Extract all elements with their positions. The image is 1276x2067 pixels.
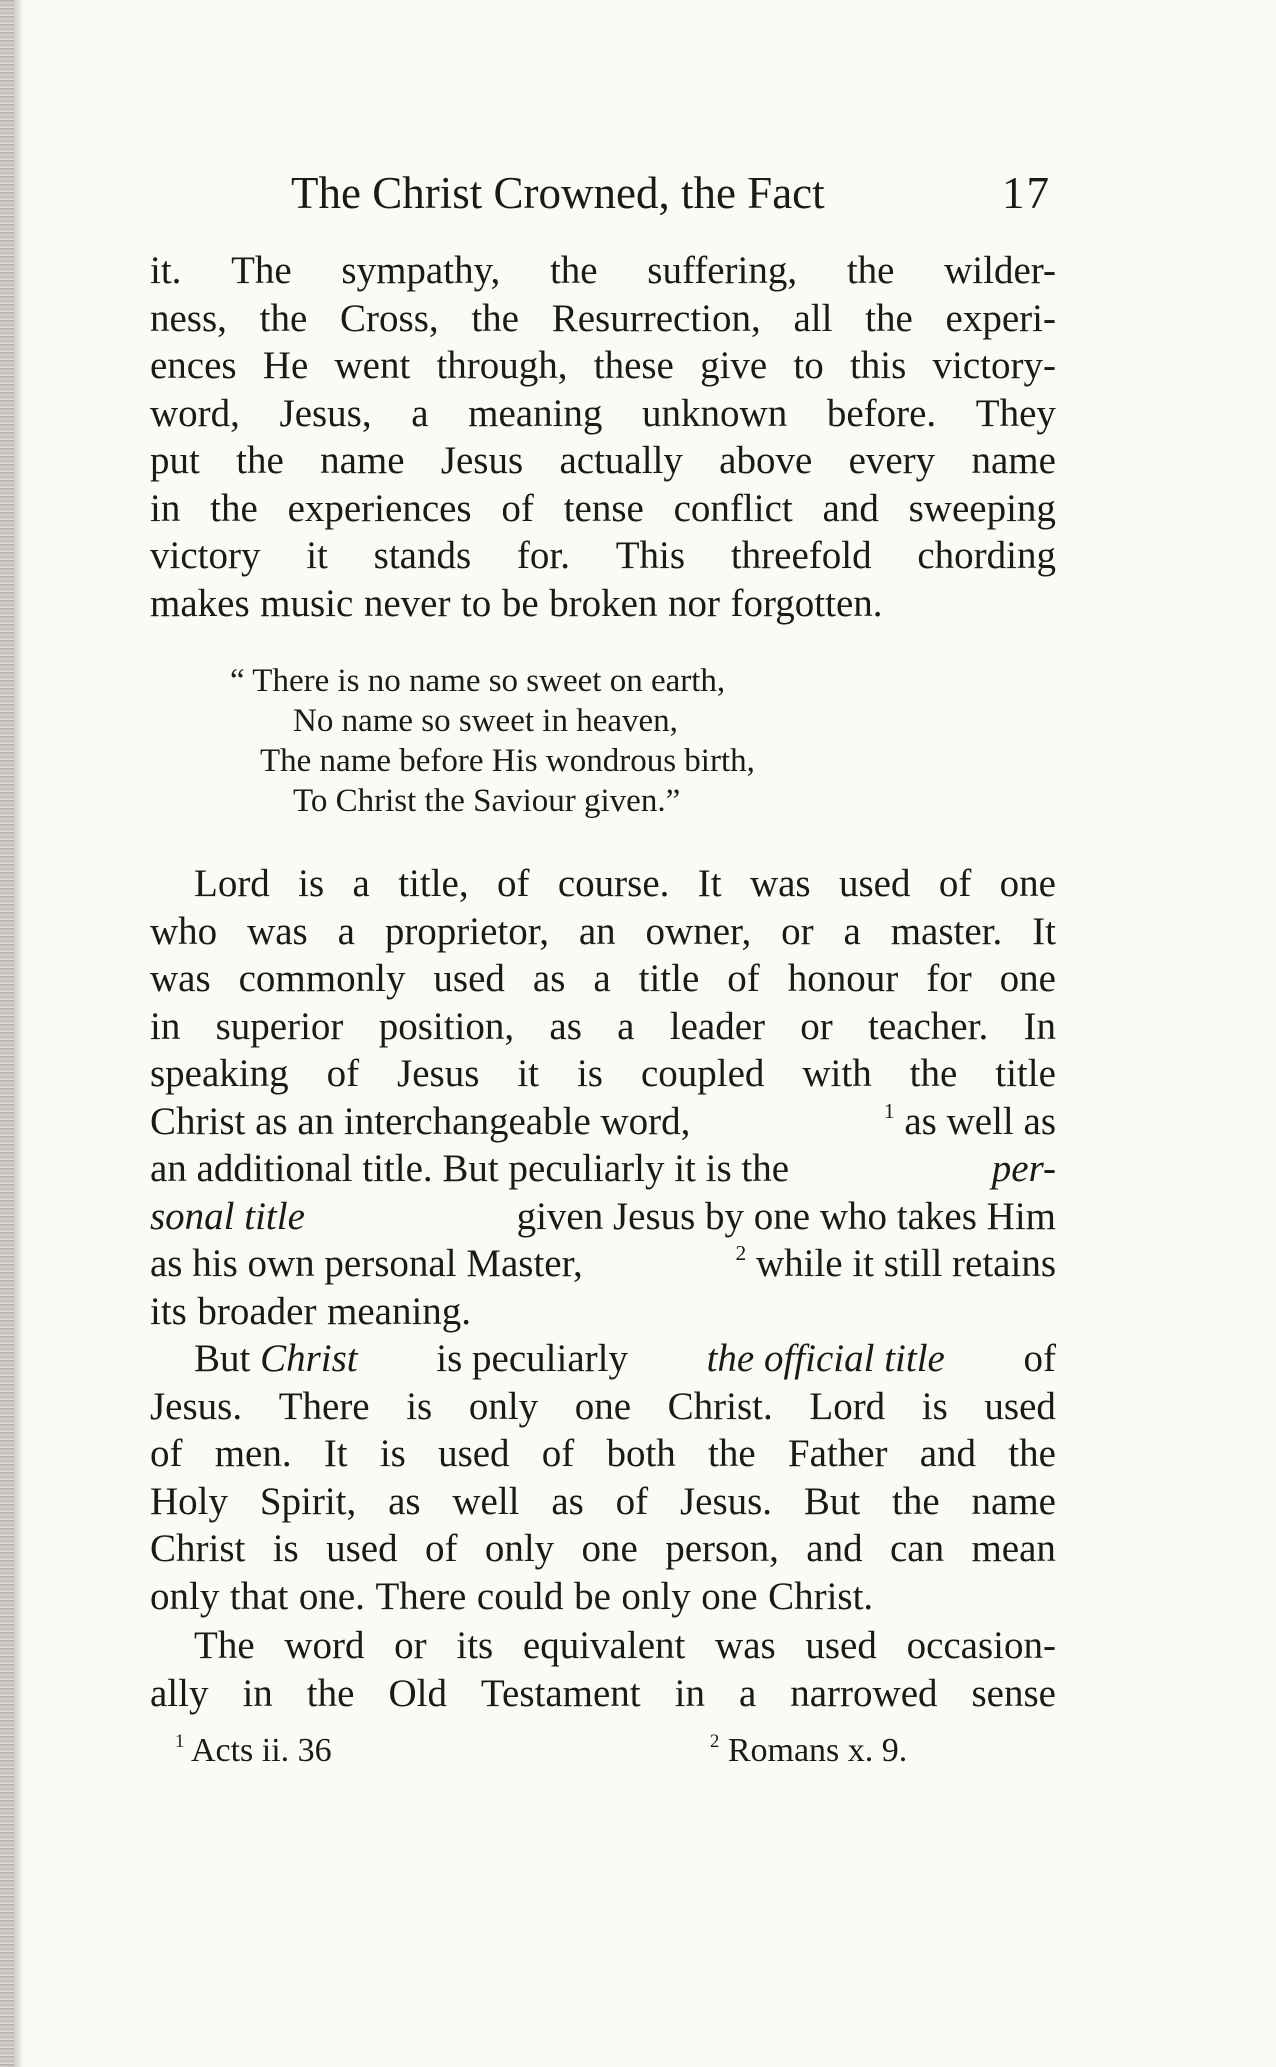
word: suffering, xyxy=(647,249,798,292)
word: stands xyxy=(373,534,472,577)
footnote-text: Acts ii. 36 xyxy=(184,1732,332,1769)
word: master. xyxy=(890,909,1003,953)
word: Father xyxy=(787,1432,888,1475)
word: used xyxy=(433,957,505,1000)
running-title: The Christ Crowned, the Fact xyxy=(291,168,825,218)
text-line xyxy=(150,1383,1056,1431)
word: and xyxy=(806,1527,863,1570)
page-number: 17 xyxy=(1002,168,1051,218)
verse-line: “ There is no name so sweet on earth, xyxy=(230,663,726,699)
word: teacher. xyxy=(868,1004,989,1048)
word: Jesus xyxy=(440,439,524,482)
word: the xyxy=(865,296,913,340)
italic-text: Christ xyxy=(260,1337,358,1380)
word: victory- xyxy=(932,344,1056,387)
word: one xyxy=(999,862,1056,905)
word: put xyxy=(150,439,200,482)
text-line xyxy=(150,1003,1056,1051)
text-run: as his own personal Master, xyxy=(150,1242,583,1285)
text-run: as well as xyxy=(894,1099,1056,1143)
word: It xyxy=(1032,909,1056,953)
word: It xyxy=(697,862,722,905)
word: one xyxy=(701,1574,758,1618)
footnote-mark: 1 xyxy=(175,1730,185,1752)
text-run: But xyxy=(194,1337,261,1380)
word: before. xyxy=(826,391,937,435)
word: equivalent xyxy=(522,1624,686,1667)
word: it xyxy=(306,534,328,577)
word: the xyxy=(471,296,519,340)
word: one. xyxy=(298,1574,365,1618)
word: used xyxy=(838,862,911,905)
word: ally xyxy=(150,1671,209,1715)
word: the xyxy=(708,1432,756,1475)
word: Jesus. xyxy=(150,1384,243,1428)
word: it. xyxy=(150,249,182,292)
word: was xyxy=(150,957,211,1000)
text-line xyxy=(150,295,1056,343)
italic-text: per- xyxy=(991,1147,1056,1190)
text-run: while it still retains xyxy=(746,1242,1056,1285)
text-line xyxy=(150,1145,1056,1193)
word: for xyxy=(926,957,972,1000)
word: of xyxy=(424,1527,458,1570)
word: only xyxy=(468,1384,539,1428)
word: an xyxy=(578,909,616,953)
italic-text: sonal title xyxy=(150,1194,305,1238)
word: There xyxy=(278,1384,370,1428)
text-line xyxy=(150,1240,1056,1288)
word: one xyxy=(999,957,1056,1000)
word: this xyxy=(849,344,907,387)
word: or xyxy=(394,1624,427,1667)
word: sense xyxy=(971,1671,1056,1715)
word: Holy xyxy=(150,1479,228,1523)
text-line xyxy=(150,485,1056,533)
word: The xyxy=(194,1624,255,1667)
text-line xyxy=(150,1622,1056,1670)
word: a xyxy=(593,957,611,1000)
word: only xyxy=(484,1527,555,1570)
footnotes xyxy=(175,1726,995,1776)
word: it xyxy=(517,1052,540,1095)
footnote-mark: 2 xyxy=(710,1730,720,1752)
word: is xyxy=(272,1527,299,1570)
text-line xyxy=(150,342,1056,390)
word: Jesus, xyxy=(279,391,372,435)
word: word, xyxy=(150,391,240,435)
word: threefold xyxy=(730,534,872,577)
word: or xyxy=(781,909,814,953)
word: He xyxy=(262,344,309,387)
word: Christ xyxy=(150,1527,246,1570)
word: Cross, xyxy=(340,296,439,340)
word: through, xyxy=(436,344,568,387)
word: a xyxy=(843,909,861,953)
verse-line: The name before His wondrous birth, xyxy=(260,743,755,779)
word: proprietor, xyxy=(384,909,549,953)
word: in xyxy=(242,1671,273,1715)
word: is xyxy=(406,1384,433,1428)
text-run: an additional title. But peculiarly it is the xyxy=(150,1147,790,1190)
text-run xyxy=(735,1240,1056,1288)
word: a xyxy=(617,1004,635,1048)
word: is xyxy=(921,1384,948,1428)
word: be xyxy=(501,581,539,625)
word: word xyxy=(284,1624,365,1667)
word: its xyxy=(456,1624,494,1667)
word: Christ. xyxy=(667,1384,773,1428)
text-line xyxy=(150,1478,1056,1526)
word: person, xyxy=(665,1527,779,1570)
word: to xyxy=(460,581,492,625)
word: Lord xyxy=(194,862,270,905)
word: conflict xyxy=(673,486,793,530)
word: men. xyxy=(214,1432,292,1475)
text-run: given Jesus by one who takes Him xyxy=(516,1194,1056,1238)
word: in xyxy=(674,1671,705,1715)
word: course. xyxy=(557,862,670,905)
word: the xyxy=(210,486,258,530)
footnote-text: Romans x. 9. xyxy=(719,1732,908,1769)
word: occasion- xyxy=(906,1624,1056,1667)
text-line xyxy=(150,1098,1056,1146)
word: a xyxy=(337,909,355,953)
paragraph-lord-title xyxy=(150,860,1056,1335)
word: and xyxy=(919,1432,977,1475)
word: Jesus. xyxy=(679,1479,773,1523)
word: narrowed xyxy=(790,1671,938,1715)
word: the xyxy=(892,1479,940,1523)
word: the xyxy=(306,1671,355,1715)
word: its xyxy=(150,1289,187,1333)
word: makes xyxy=(150,581,250,625)
word: Testament xyxy=(480,1671,641,1715)
italic-text: the official title xyxy=(706,1337,945,1380)
word: only xyxy=(621,1574,691,1618)
verse-quotation xyxy=(230,661,755,821)
word: is xyxy=(379,1432,406,1475)
text-line xyxy=(150,390,1056,438)
word: one xyxy=(574,1384,632,1428)
verse-line: No name so sweet in heaven, xyxy=(293,703,678,739)
word: as xyxy=(532,957,566,1000)
word: honour xyxy=(787,957,899,1000)
word: owner, xyxy=(645,909,752,953)
word: the xyxy=(259,296,308,340)
text-line xyxy=(150,1335,1056,1383)
word: title xyxy=(638,957,700,1000)
word: of xyxy=(501,486,534,530)
word: these xyxy=(593,344,674,387)
word: actually xyxy=(559,439,683,482)
word: But xyxy=(803,1479,861,1523)
word: speaking xyxy=(150,1052,289,1095)
word: the xyxy=(236,439,284,482)
word: was xyxy=(715,1624,776,1667)
word: as xyxy=(549,1004,582,1048)
verse-line: To Christ the Saviour given.” xyxy=(293,783,681,819)
word: The xyxy=(231,249,292,292)
text-run: is peculiarly xyxy=(436,1337,628,1380)
footnote-ref: 1 xyxy=(883,1098,895,1123)
word: was xyxy=(247,909,308,953)
word: that xyxy=(229,1574,289,1618)
word: meaning xyxy=(468,391,603,435)
word: every xyxy=(848,439,936,482)
word: mean xyxy=(971,1527,1056,1570)
text-line xyxy=(150,1670,1056,1718)
word: forgotten. xyxy=(730,581,883,625)
word: all xyxy=(793,296,833,340)
word: is xyxy=(576,1052,603,1095)
word: of xyxy=(326,1052,360,1095)
paragraph-jesus-meaning xyxy=(150,247,1056,627)
word: used xyxy=(984,1384,1056,1428)
text-run: of xyxy=(1023,1337,1056,1380)
text-line xyxy=(150,908,1056,956)
word: in xyxy=(150,1004,181,1048)
word: was xyxy=(749,862,811,905)
word: both xyxy=(606,1432,676,1475)
footnote-romans xyxy=(710,1726,907,1776)
word: of xyxy=(150,1432,183,1475)
word: for. xyxy=(516,534,570,577)
running-head xyxy=(291,163,1051,223)
word: sweeping xyxy=(908,486,1056,530)
word: in xyxy=(150,486,181,530)
text-line xyxy=(150,437,1056,485)
text-line xyxy=(150,1525,1056,1573)
word: wilder- xyxy=(944,249,1056,292)
word: the xyxy=(909,1052,958,1095)
word: There xyxy=(375,1574,467,1618)
footnote-acts xyxy=(175,1726,332,1776)
word: name xyxy=(971,1479,1056,1523)
word: ences xyxy=(150,344,237,387)
word: name xyxy=(320,439,405,482)
word: can xyxy=(889,1527,945,1570)
word: the xyxy=(846,249,895,292)
word: as xyxy=(551,1479,584,1523)
text-line xyxy=(150,580,1056,628)
word: who xyxy=(150,909,218,953)
text-line xyxy=(150,1288,1056,1336)
word: the xyxy=(1008,1432,1056,1475)
word: used xyxy=(438,1432,510,1475)
word: a xyxy=(352,862,370,905)
word: This xyxy=(615,534,686,577)
word: Old xyxy=(388,1671,447,1715)
word: name xyxy=(971,439,1056,482)
word: be xyxy=(574,1574,611,1618)
word: well xyxy=(452,1479,520,1523)
word: position, xyxy=(378,1004,515,1048)
word: superior xyxy=(215,1004,344,1048)
word: of xyxy=(496,862,530,905)
word: coupled xyxy=(640,1052,765,1095)
word: Christ. xyxy=(768,1574,874,1618)
text-run: Christ as an interchangeable word, xyxy=(150,1099,691,1143)
text-line xyxy=(150,1050,1056,1098)
paragraph-christ-official-title xyxy=(150,1335,1056,1620)
word: chording xyxy=(917,534,1056,577)
word: or xyxy=(800,1004,833,1048)
text-line xyxy=(150,1573,1056,1621)
word: one xyxy=(581,1527,638,1570)
word: of xyxy=(615,1479,649,1523)
word: used xyxy=(326,1527,398,1570)
word: give xyxy=(700,344,768,387)
word: used xyxy=(805,1624,877,1667)
word: broken xyxy=(549,581,658,625)
word: Lord xyxy=(809,1384,886,1428)
text-line xyxy=(150,1430,1056,1478)
word: is xyxy=(298,862,325,905)
word: of xyxy=(938,862,972,905)
text-line xyxy=(150,247,1056,295)
word: leader xyxy=(669,1004,765,1048)
word: the xyxy=(549,249,598,292)
word: experi- xyxy=(945,296,1056,340)
word: as xyxy=(388,1479,421,1523)
word: In xyxy=(1023,1004,1056,1048)
word: unknown xyxy=(642,391,788,435)
text-line xyxy=(150,1193,1056,1241)
word: could xyxy=(476,1574,564,1618)
word: title, xyxy=(398,862,469,905)
paragraph-old-testament xyxy=(150,1622,1056,1717)
text-run xyxy=(884,1098,1056,1146)
word: never xyxy=(363,581,451,625)
word: It xyxy=(323,1432,348,1475)
word: of xyxy=(727,957,760,1000)
word: only xyxy=(150,1574,220,1618)
word: music xyxy=(260,581,354,625)
word: a xyxy=(411,391,429,435)
footnote-ref: 2 xyxy=(735,1240,747,1265)
text-run xyxy=(194,1335,358,1383)
word: title xyxy=(995,1052,1056,1095)
word: above xyxy=(719,439,813,482)
word: victory xyxy=(150,534,261,577)
word: They xyxy=(975,391,1056,435)
word: tense xyxy=(563,486,644,530)
word: sympathy, xyxy=(341,249,501,292)
word: Resurrection, xyxy=(551,296,761,340)
text-line xyxy=(150,860,1056,908)
word: with xyxy=(802,1052,872,1095)
word: and xyxy=(822,486,879,530)
word: went xyxy=(334,344,411,387)
text-line xyxy=(150,532,1056,580)
word: to xyxy=(793,344,824,387)
word: Spirit, xyxy=(259,1479,357,1523)
word: nor xyxy=(667,581,720,625)
word: commonly xyxy=(238,957,406,1000)
word: experiences xyxy=(287,486,472,530)
word: Jesus xyxy=(397,1052,480,1095)
text-line xyxy=(150,955,1056,1003)
word: a xyxy=(738,1671,757,1715)
word: broader xyxy=(197,1289,317,1333)
word: meaning. xyxy=(327,1289,472,1333)
word: ness, xyxy=(150,296,227,340)
word: of xyxy=(541,1432,575,1475)
